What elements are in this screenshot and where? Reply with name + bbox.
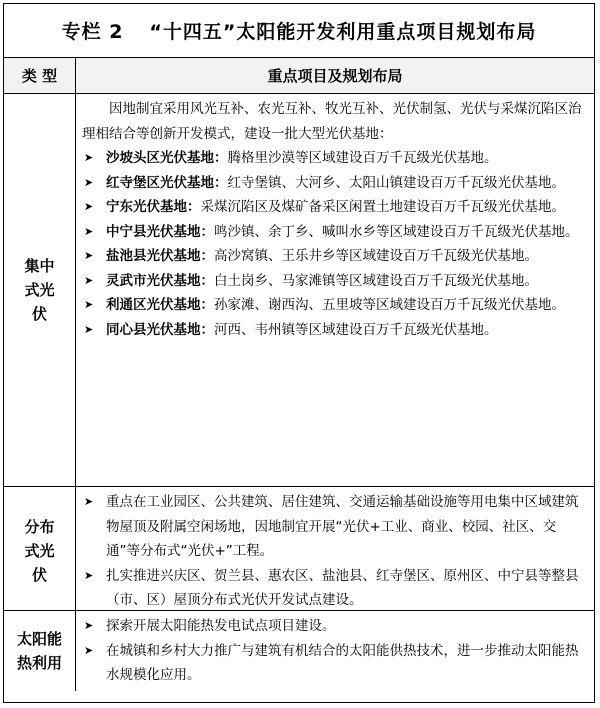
table-title <box>4 4 594 58</box>
arrow-bullet-icon: ➤ <box>84 151 94 164</box>
list-item <box>82 146 586 171</box>
arrow-bullet-icon: ➤ <box>84 224 94 238</box>
arrow-bullet-icon: ➤ <box>84 175 94 189</box>
type-cell <box>4 94 76 486</box>
list-item <box>82 293 586 318</box>
item-text: 扎实推进兴庆区、贺兰县、惠农区、盐池县、红寺堡区、原州区、中宁县等整县（市、区）屋顶分布式光伏开发试点建设。 <box>106 567 579 608</box>
base-desc: 高沙窝镇、王乐井乡等区域建设百万千瓦级光伏基地。 <box>214 248 538 264</box>
type-cell <box>4 487 76 616</box>
item-text: 重点在工业园区、公共建筑、居住建筑、交通运输基础设施等用电集中区域建筑物屋顶及附属空闲场地，因地制宜开展“光伏+工业、商业、校园、社区、交通”等分布式“光伏+”工程。 <box>106 494 579 559</box>
content-cell <box>76 611 594 691</box>
arrow-bullet-icon: ➤ <box>84 200 94 213</box>
table-header <box>4 58 594 94</box>
table-row <box>4 487 594 611</box>
arrow-bullet-icon: ➤ <box>84 643 94 657</box>
base-desc: 孙家滩、谢西沟、五里坡等区域建设百万千瓦级光伏基地。 <box>214 297 565 313</box>
base-name: 利通区光伏基地： <box>106 297 214 313</box>
arrow-bullet-icon: ➤ <box>84 322 94 336</box>
list-item <box>82 318 586 343</box>
base-name: 宁东光伏基地： <box>106 199 201 215</box>
arrow-bullet-icon: ➤ <box>84 273 94 287</box>
base-name: 沙坡头区光伏基地： <box>106 150 228 166</box>
table-row <box>4 94 594 487</box>
arrow-bullet-icon: ➤ <box>84 495 94 508</box>
type-label: 太阳能热利用 <box>16 629 62 672</box>
base-name: 同心县光伏基地： <box>106 321 214 338</box>
base-desc: 鸣沙镇、余丁乡、喊叫水乡等区域建设百万千瓦级光伏基地。 <box>214 223 579 240</box>
type-label: 分布式光伏 <box>24 518 55 585</box>
list-item <box>82 639 586 688</box>
content-cell <box>76 94 594 486</box>
type-cell <box>4 611 76 691</box>
base-desc: 采煤沉陷区及煤矿备采区闲置土地建设百万千瓦级光伏基地。 <box>200 199 565 215</box>
content-cell <box>76 487 594 616</box>
list-item <box>82 244 586 269</box>
intro-text: 因地制宜采用风光互补、农光互补、牧光互补、光伏制氢、光伏与采煤沉陷区治理相结合等创新开发模式，建设一批大型光伏基地： <box>82 101 582 142</box>
base-name: 中宁县光伏基地： <box>106 223 214 240</box>
type-label: 集中式光伏 <box>24 257 55 323</box>
list-item <box>82 564 586 613</box>
base-desc: 红寺堡镇、大河乡、太阳山镇建设百万千瓦级光伏基地。 <box>227 174 565 191</box>
base-name: 盐池县光伏基地： <box>106 248 214 264</box>
list-item <box>82 614 586 639</box>
base-desc: 腾格里沙漠等区域建设百万千瓦级光伏基地。 <box>227 150 498 166</box>
arrow-bullet-icon: ➤ <box>84 568 94 582</box>
title-text: “十四五”太阳能开发利用重点项目规划布局 <box>149 21 537 43</box>
base-list <box>82 146 586 342</box>
base-name: 红寺堡区光伏基地： <box>106 174 228 191</box>
list-item <box>82 195 586 220</box>
arrow-bullet-icon: ➤ <box>84 249 94 262</box>
header-type: 类 型 <box>4 58 76 93</box>
list-item <box>82 171 586 196</box>
arrow-bullet-icon: ➤ <box>84 619 94 632</box>
column-tag: 专栏 2 <box>61 21 124 43</box>
table-row <box>4 611 594 682</box>
list-item <box>82 269 586 294</box>
header-projects: 重点项目及规划布局 <box>267 67 403 85</box>
base-desc: 河西、韦州镇等区域建设百万千瓦级光伏基地。 <box>214 321 498 338</box>
project-list <box>82 490 586 613</box>
item-text: 在城镇和乡村大力推广与建筑有机结合的太阳能供热技术，进一步推动太阳能热水规模化应用。 <box>106 642 579 683</box>
arrow-bullet-icon: ➤ <box>84 298 94 311</box>
project-table <box>3 3 595 703</box>
project-list <box>82 614 586 688</box>
base-desc: 白土岗乡、马家滩镇等区域建设百万千瓦级光伏基地。 <box>214 272 538 289</box>
list-item <box>82 490 586 564</box>
item-text: 探索开展太阳能热发电试点项目建设。 <box>106 618 336 634</box>
base-name: 灵武市光伏基地： <box>106 272 214 289</box>
list-item <box>82 220 586 245</box>
